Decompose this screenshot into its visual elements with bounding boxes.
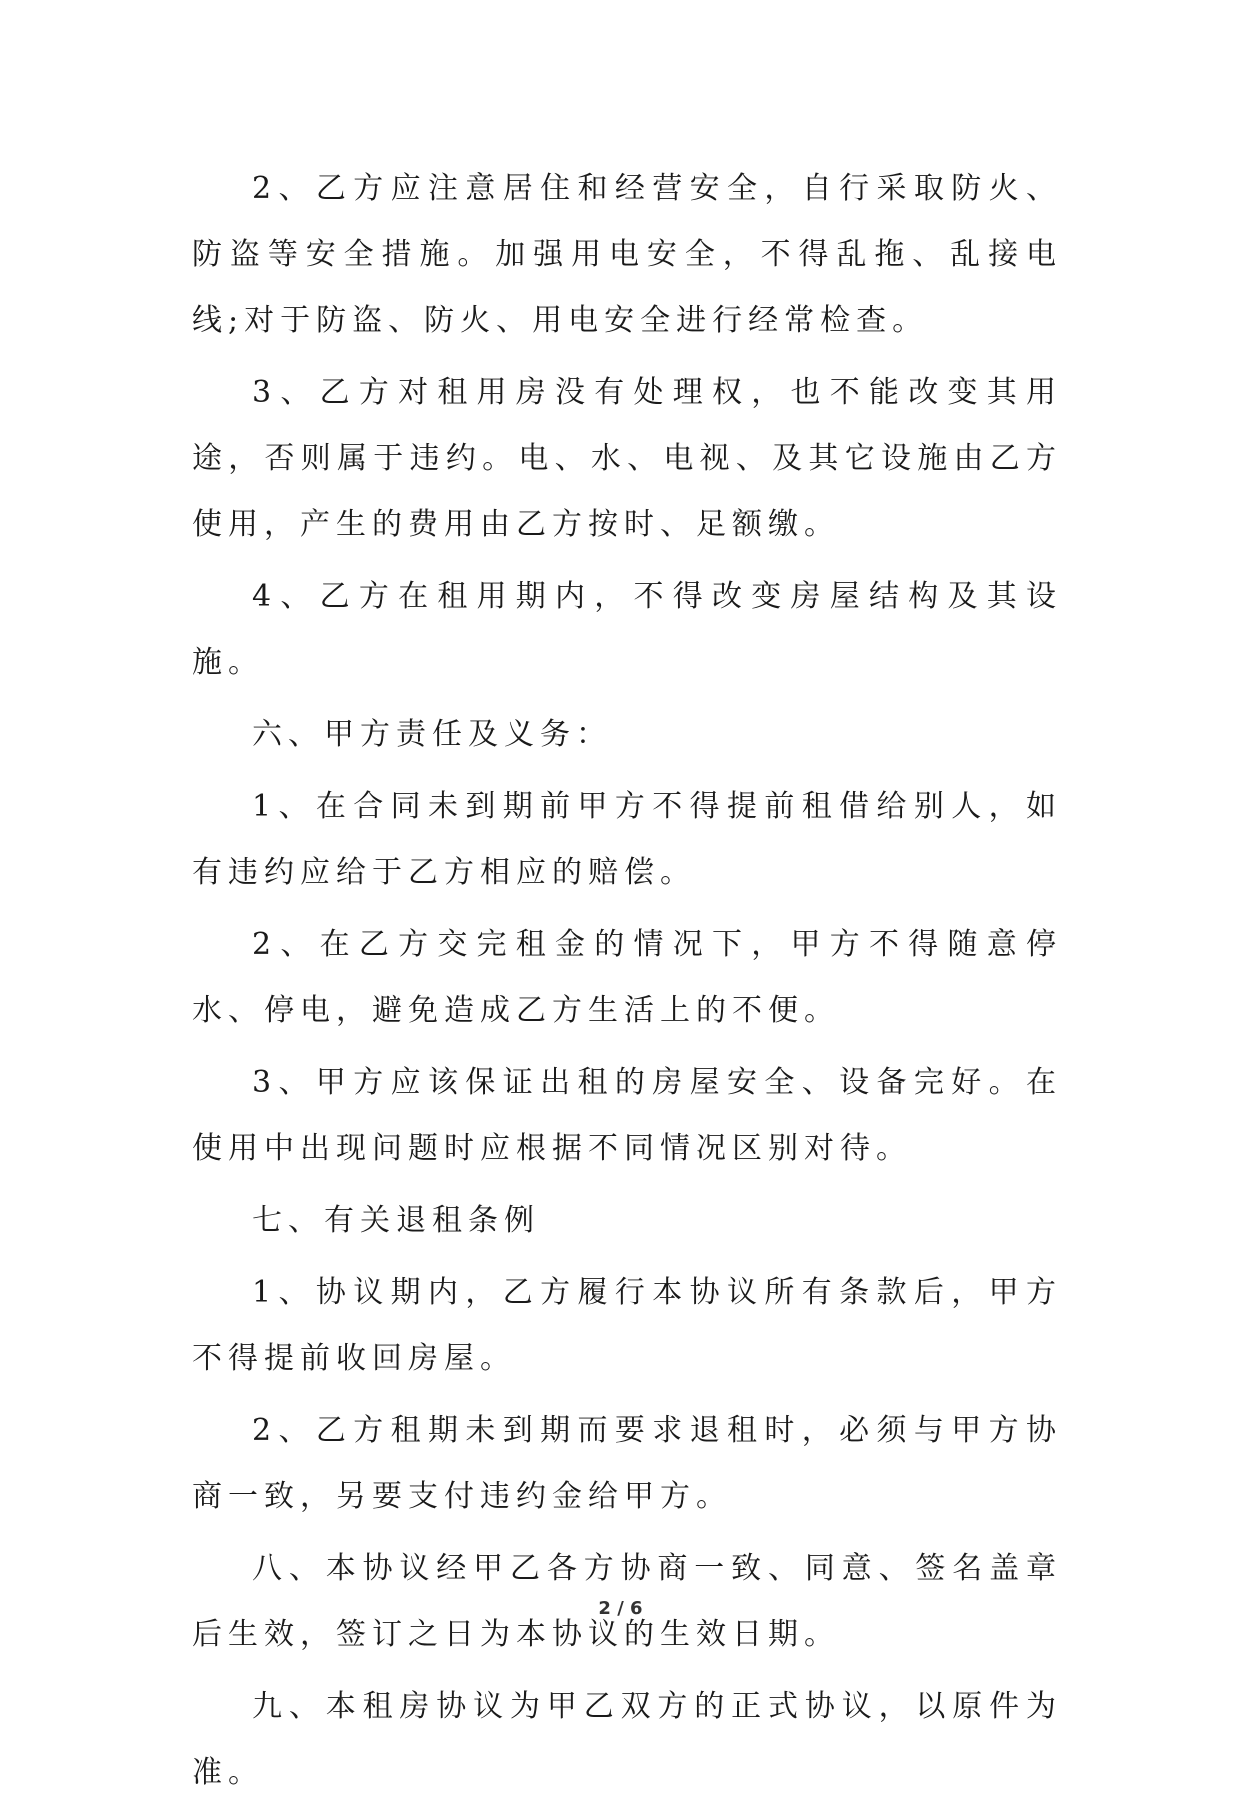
page-number: 2 / 6	[598, 1598, 643, 1619]
paragraph-section-nine: 九、本租房协议为甲乙双方的正式协议，以原件为准。	[192, 1689, 1062, 1790]
section-heading-seven: 七、有关退租条例	[252, 1203, 540, 1238]
paragraph-termination-2: 2、乙方租期未到期而要求退租时，必须与甲方协商一致，另要支付违约金给甲方。	[192, 1413, 1062, 1514]
paragraph-section-eight: 八、本协议经甲乙各方协商一致、同意、签名盖章后生效，签订之日为本协议的生效日期。	[192, 1551, 1062, 1652]
paragraph-clause-2-safety: 2、乙方应注意居住和经营安全，自行采取防火、防盗等安全措施。加强用电安全，不得乱拖、乱接电线;对于防盗、防火、用电安全进行经常检查。	[192, 171, 1062, 338]
paragraph-clause-3-usage: 3、乙方对租用房没有处理权，也不能改变其用途，否则属于违约。电、水、电视、及其它设施由乙方使用，产生的费用由乙方按时、足额缴。	[192, 375, 1062, 542]
paragraph-clause-4-structure: 4、乙方在租用期内，不得改变房屋结构及其设施。	[192, 579, 1062, 680]
paragraph-party-a-3: 3、甲方应该保证出租的房屋安全、设备完好。在使用中出现问题时应根据不同情况区别对待。	[192, 1065, 1062, 1166]
section-heading-six: 六、甲方责任及义务：	[252, 717, 612, 752]
paragraph-termination-1: 1、协议期内，乙方履行本协议所有条款后，甲方不得提前收回房屋。	[192, 1275, 1062, 1376]
paragraph-party-a-2: 2、在乙方交完租金的情况下，甲方不得随意停水、停电，避免造成乙方生活上的不便。	[192, 927, 1062, 1028]
document-body	[192, 156, 1062, 1812]
paragraph-party-a-1: 1、在合同未到期前甲方不得提前租借给别人，如有违约应给于乙方相应的赔偿。	[192, 789, 1062, 890]
